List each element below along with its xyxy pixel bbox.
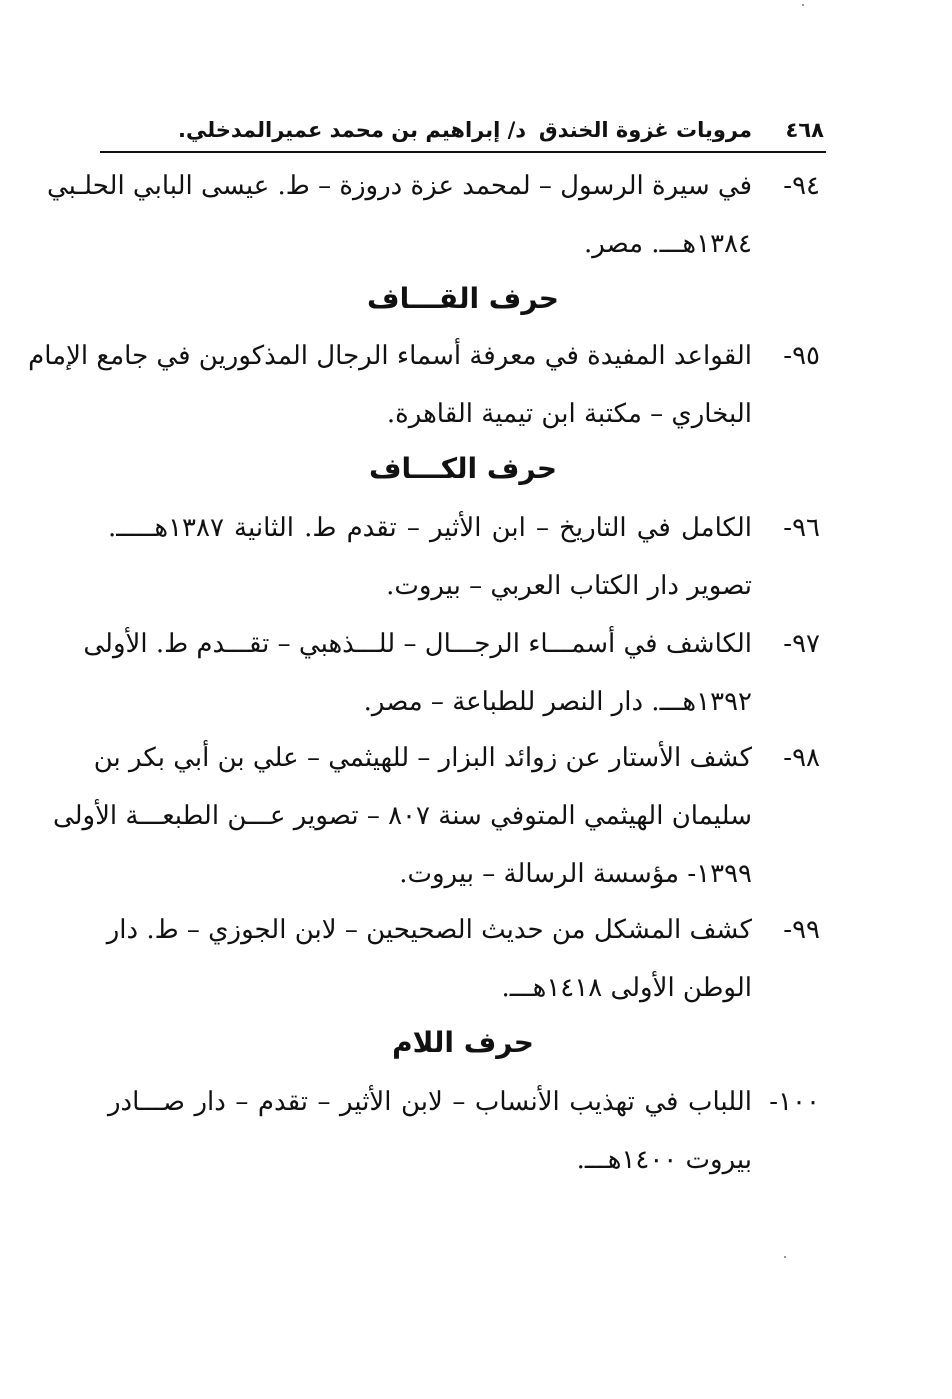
entry-line: تصوير دار الكتاب العربي – بيروت. — [386, 571, 752, 601]
entry-line: ١٣٨٤هـــ. مصر. — [583, 229, 752, 259]
entry-number: ٩٤- — [783, 171, 820, 201]
entry-line: كشف الأستار عن زوائد البزار – للهيثمي – علي بن أبي بكر بن — [93, 743, 752, 773]
scan-speck — [802, 4, 804, 6]
entry-line: في سيرة الرسول – لمحمد عزة دروزة – ط. عيسى البابي الحلـبي — [47, 171, 752, 201]
section-heading-lam: حرف اللام — [392, 1026, 534, 1059]
entry-line: بيروت ١٤٠٠هـــ. — [576, 1145, 752, 1175]
entry-line: البخاري – مكتبة ابن تيمية القاهرة. — [386, 399, 752, 429]
bibliography-entry-98 — [52, 743, 820, 894]
bibliography-entry-99 — [108, 916, 820, 1006]
entry-line: سليمان الهيثمي المتوفي سنة ٨٠٧ – تصوير عـــن الطبعـــة الأولى — [52, 801, 752, 831]
author-name: د/ إبراهيم بن محمد عميرالمدخلي. — [178, 118, 527, 142]
entry-line: ١٣٩٢هـــ. دار النصر للطباعة – مصر. — [363, 687, 752, 717]
entry-number: ٩٧- — [783, 629, 820, 659]
section-heading-kaf: حرف الكـــاف — [368, 452, 557, 485]
bibliography-entry-97 — [83, 629, 820, 720]
entry-line: الكامل في التاريخ – ابن الأثير – تقدم ط. الثانية ١٣٨٧هـــــ. — [108, 513, 752, 543]
entry-line: القواعد المفيدة في معرفة أسماء الرجال المذكورين في جامع الإمام — [28, 341, 752, 371]
entry-line: اللباب في تهذيب الأنساب – لابن الأثير – تقدم – دار صـــادر — [108, 1087, 752, 1117]
scan-speck — [784, 1256, 786, 1258]
entry-line: ١٣٩٩- مؤسسة الرسالة – بيروت. — [399, 859, 752, 889]
entry-number: ٩٥- — [783, 341, 820, 371]
book-title: مرويات غزوة الخندق — [538, 118, 752, 142]
entry-number: ٩٨- — [783, 743, 820, 773]
entry-line: كشف المشكل من حديث الصحيحين – لابن الجوزي – ط. دار — [106, 915, 752, 945]
bibliography-entry-100 — [108, 1088, 820, 1178]
bibliography-entry-94 — [47, 171, 820, 262]
entry-number: ٩٩- — [783, 915, 820, 945]
page-number: ٤٦٨ — [785, 118, 824, 142]
running-header — [100, 112, 826, 152]
bibliography-entry-96 — [108, 514, 820, 604]
bibliography-entry-95 — [28, 341, 820, 432]
entry-line: الكاشف في أسمـــاء الرجـــال – للـــذهبي – تقـــدم ط. الأولى — [83, 629, 752, 659]
entry-number: ١٠٠- — [769, 1087, 820, 1117]
entry-number: ٩٦- — [783, 513, 820, 543]
section-heading-qaf: حرف القـــاف — [367, 282, 559, 315]
entry-line: الوطن الأولى ١٤١٨هـــ. — [501, 973, 752, 1003]
header-divider — [100, 151, 826, 153]
